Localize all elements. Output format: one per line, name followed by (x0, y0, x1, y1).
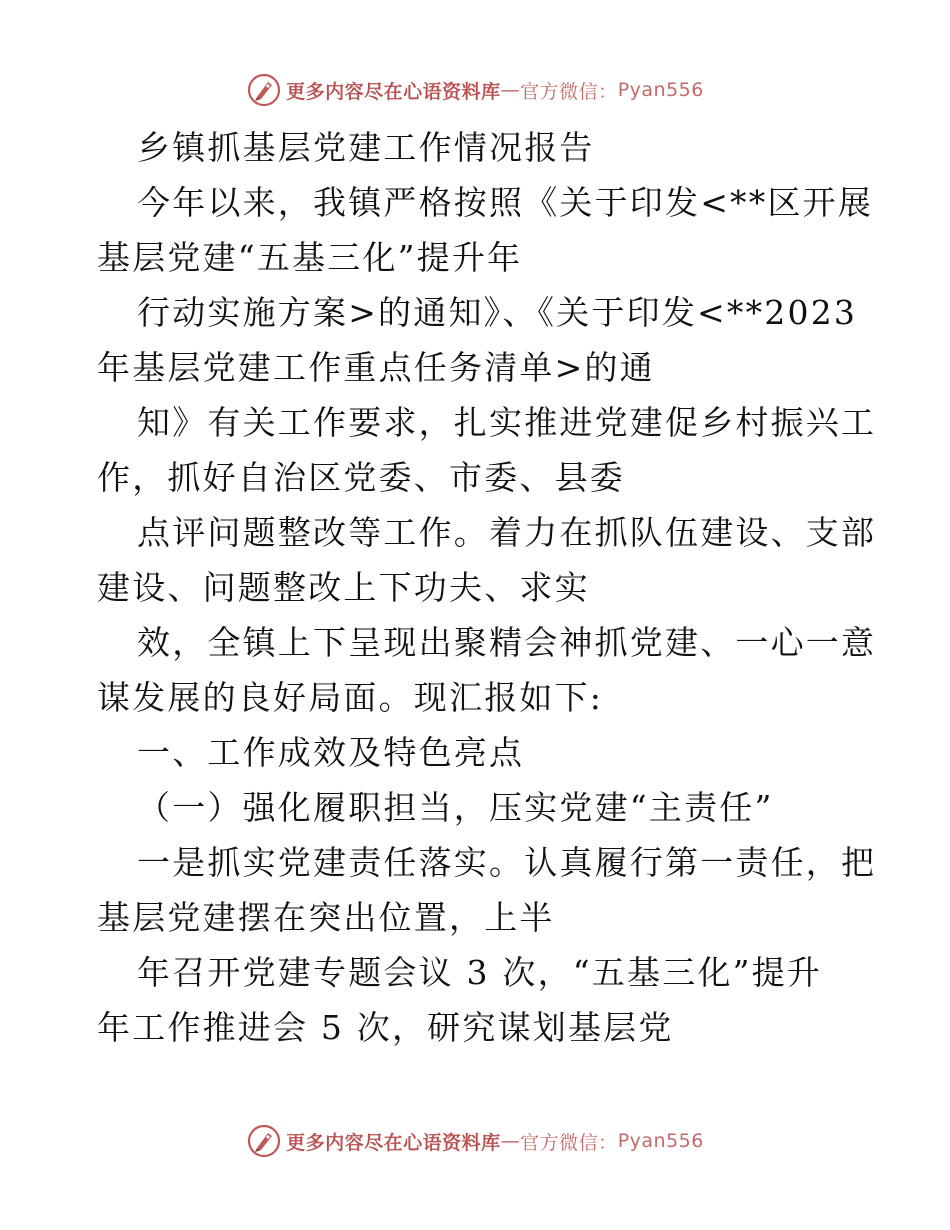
text-line: 建设、问题整改上下功夫、求实 (97, 568, 590, 607)
text-line: 基层党建“五基三化”提升年 (97, 238, 523, 277)
footer-watermark (0, 1121, 950, 1161)
watermark-separator: — (500, 1130, 521, 1152)
text-line: 一是抓实党建责任落实。认真履行第一责任，把 (137, 843, 877, 882)
text-line: 年工作推进会 5 次，研究谋划基层党 (97, 1008, 674, 1047)
watermark-id: Pyan556 (617, 1130, 704, 1152)
text-line: 年召开党建专题会议 3 次，“五基三化”提升 (137, 953, 823, 992)
watermark-id: Pyan556 (617, 79, 704, 101)
watermark-label: 官方微信： (520, 1131, 618, 1154)
watermark-brand: 更多内容尽在心语资料库 (286, 80, 501, 103)
watermark-label: 官方微信： (520, 80, 618, 103)
text-line: 行动实施方案>的通知》、《关于印发<**2023 (137, 293, 858, 332)
document-title: 乡镇抓基层党建工作情况报告 (137, 128, 595, 167)
watermark-brand: 更多内容尽在心语资料库 (286, 1131, 501, 1154)
pen-nib-icon (246, 72, 282, 108)
pen-nib-icon (246, 1123, 282, 1159)
text-line: 基层党建摆在突出位置，上半 (97, 898, 555, 937)
text-line: 今年以来，我镇严格按照《关于印发<**区开展 (137, 183, 874, 222)
text-line: 知》有关工作要求，扎实推进党建促乡村振兴工 (137, 403, 877, 442)
text-line: （一）强化履职担当，压实党建“主责任” (137, 788, 774, 827)
text-line: 点评问题整改等工作。着力在抓队伍建设、支部 (137, 513, 877, 552)
text-line: 一、工作成效及特色亮点 (137, 733, 525, 772)
header-watermark (0, 70, 950, 110)
watermark-separator: — (500, 79, 521, 101)
text-line: 年基层党建工作重点任务清单>的通 (97, 348, 655, 387)
text-line: 谋发展的良好局面。现汇报如下: (97, 678, 604, 717)
report-body (97, 120, 877, 1055)
text-line: 作，抓好自治区党委、市委、县委 (97, 458, 625, 497)
text-line: 效，全镇上下呈现出聚精会神抓党建、一心一意 (137, 623, 877, 662)
